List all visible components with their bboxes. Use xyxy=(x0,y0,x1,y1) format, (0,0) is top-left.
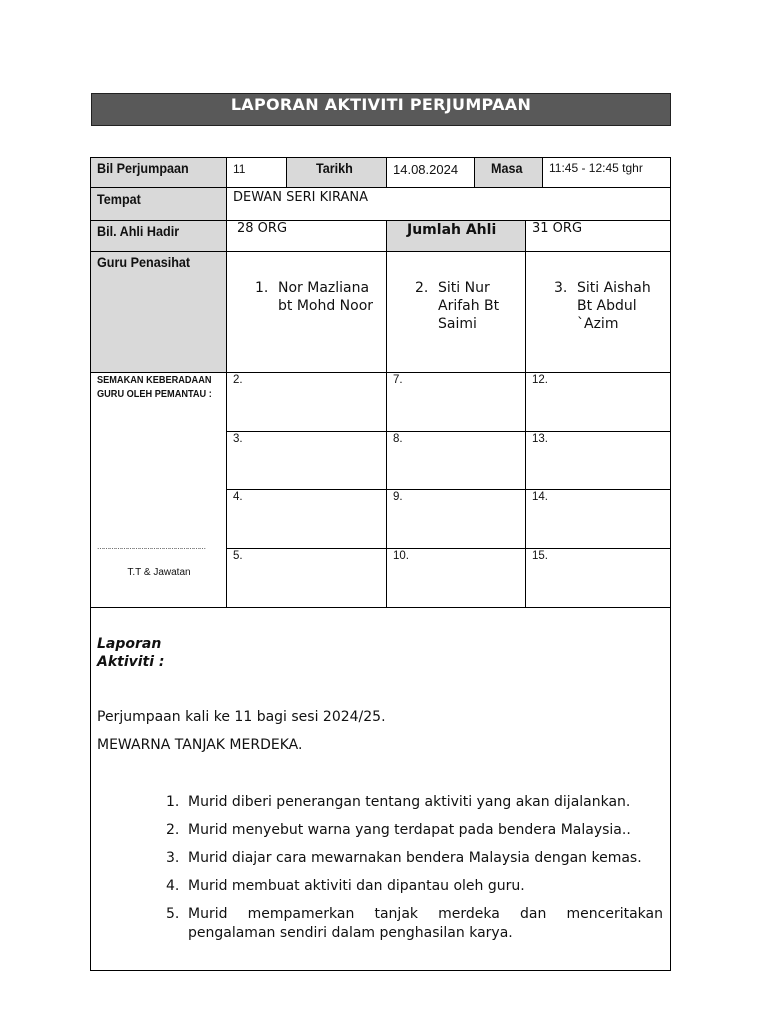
laporan-heading-line: Aktiviti : xyxy=(97,654,165,670)
guru-label: Guru Penasihat xyxy=(97,254,191,270)
semakan-slot[interactable] xyxy=(227,490,387,549)
tarikh-value-cell[interactable] xyxy=(387,157,475,188)
tarikh-value: 14.08.2024 xyxy=(393,162,459,177)
bil-perjumpaan-label: Bil Perjumpaan xyxy=(97,160,189,176)
step-item xyxy=(166,905,663,943)
jumlah-ahli-label-cell xyxy=(387,221,526,252)
laporan-intro: Perjumpaan kali ke 11 bagi sesi 2024/25. xyxy=(97,709,386,725)
slot-number: 5. xyxy=(233,550,243,562)
tempat-value: DEWAN SERI KIRANA xyxy=(233,190,368,205)
ahli-hadir-label-cell xyxy=(90,221,227,252)
tarikh-label-cell xyxy=(287,157,387,188)
step-text: Murid diberi penerangan tentang aktiviti yang akan dijalankan. xyxy=(188,794,631,810)
laporan-heading-line: Laporan xyxy=(97,636,162,652)
masa-value: 11:45 - 12:45 tghr xyxy=(549,161,643,175)
tarikh-label: Tarikh xyxy=(316,160,353,176)
slot-number: 10. xyxy=(393,550,409,562)
tempat-label-cell xyxy=(90,188,227,221)
guru-3-name-line: `Azim xyxy=(577,316,619,332)
tempat-value-cell[interactable] xyxy=(227,188,671,221)
guru-2-number: 2. xyxy=(415,280,429,296)
masa-value-cell[interactable] xyxy=(543,157,671,188)
semakan-slot[interactable] xyxy=(227,549,387,608)
guru-3-name-line: Siti Aishah xyxy=(577,280,651,296)
slot-number: 7. xyxy=(393,374,403,386)
slot-number: 2. xyxy=(233,374,243,386)
bil-perjumpaan-value: 11 xyxy=(233,162,246,176)
slot-number: 9. xyxy=(393,491,403,503)
guru-2-name-line: Siti Nur xyxy=(438,280,490,296)
semakan-label-line: SEMAKAN KEBERADAAN xyxy=(97,375,212,386)
steps-list xyxy=(166,793,663,943)
jumlah-ahli-value-cell[interactable] xyxy=(526,221,671,252)
guru-cell-2[interactable] xyxy=(387,252,526,373)
guru-2-name-line: Arifah Bt xyxy=(438,298,500,314)
step-text: Murid menyebut warna yang terdapat pada bendera Malaysia.. xyxy=(188,822,631,838)
masa-label-cell xyxy=(475,157,543,188)
slot-number: 4. xyxy=(233,491,243,503)
semakan-slot[interactable] xyxy=(526,432,671,490)
signature-caption: T.T & Jawatan xyxy=(127,567,191,578)
slot-number: 15. xyxy=(532,550,548,562)
semakan-label-line: GURU OLEH PEMANTAU : xyxy=(97,389,212,400)
guru-3-number: 3. xyxy=(554,280,568,296)
step-text: Murid membuat aktiviti dan dipantau oleh guru. xyxy=(188,878,525,894)
step-item xyxy=(166,849,663,868)
guru-1-name-line: Nor Mazliana xyxy=(278,280,370,296)
semakan-slot[interactable] xyxy=(526,490,671,549)
semakan-slot[interactable] xyxy=(526,373,671,432)
bil-perjumpaan-label-cell xyxy=(90,157,227,188)
jumlah-ahli-value: 31 ORG xyxy=(532,221,583,236)
step-number: 2. xyxy=(166,822,180,838)
guru-3-name-line: Bt Abdul xyxy=(577,298,637,314)
step-text: Murid mempamerkan tanjak merdeka dan menceritakan xyxy=(188,906,663,922)
semakan-slot[interactable] xyxy=(227,432,387,490)
bil-perjumpaan-value-cell[interactable] xyxy=(227,157,287,188)
step-text: Murid diajar cara mewarnakan bendera Malaysia dengan kemas. xyxy=(188,850,642,866)
masa-label: Masa xyxy=(491,160,523,176)
guru-1-number: 1. xyxy=(255,280,269,296)
step-item xyxy=(166,793,663,812)
ahli-hadir-value: 28 ORG xyxy=(237,221,288,236)
ahli-hadir-label: Bil. Ahli Hadir xyxy=(97,223,180,239)
slot-number: 3. xyxy=(233,433,243,445)
report-title: LAPORAN AKTIVITI PERJUMPAAN xyxy=(91,93,671,126)
ahli-hadir-value-cell[interactable] xyxy=(227,221,387,252)
semakan-slot[interactable] xyxy=(387,432,526,490)
laporan-activity: MEWARNA TANJAK MERDEKA. xyxy=(97,737,303,753)
slot-number: 8. xyxy=(393,433,403,445)
laporan-section[interactable] xyxy=(90,608,671,971)
step-number: 4. xyxy=(166,878,180,894)
step-item xyxy=(166,877,663,896)
guru-cell-3[interactable] xyxy=(526,252,671,373)
tempat-label: Tempat xyxy=(97,191,141,207)
guru-1-name-line: bt Mohd Noor xyxy=(278,298,374,314)
slot-number: 12. xyxy=(532,374,548,386)
step-text: pengalaman sendiri dalam penghasilan karya. xyxy=(188,925,513,941)
guru-2-name-line: Saimi xyxy=(438,316,477,332)
step-number: 5. xyxy=(166,906,180,922)
step-item xyxy=(166,821,663,840)
semakan-slot[interactable] xyxy=(387,490,526,549)
jumlah-ahli-label: Jumlah Ahli xyxy=(407,222,497,238)
slot-number: 13. xyxy=(532,433,548,445)
semakan-slot[interactable] xyxy=(526,549,671,608)
slot-number: 14. xyxy=(532,491,548,503)
semakan-slot[interactable] xyxy=(387,373,526,432)
step-number: 3. xyxy=(166,850,180,866)
semakan-slot[interactable] xyxy=(227,373,387,432)
guru-label-cell xyxy=(90,252,227,373)
semakan-label-cell xyxy=(90,373,227,608)
signature-line: ……………………………………………… xyxy=(97,543,205,551)
step-number: 1. xyxy=(166,794,180,810)
guru-cell-1[interactable] xyxy=(227,252,387,373)
semakan-slot[interactable] xyxy=(387,549,526,608)
